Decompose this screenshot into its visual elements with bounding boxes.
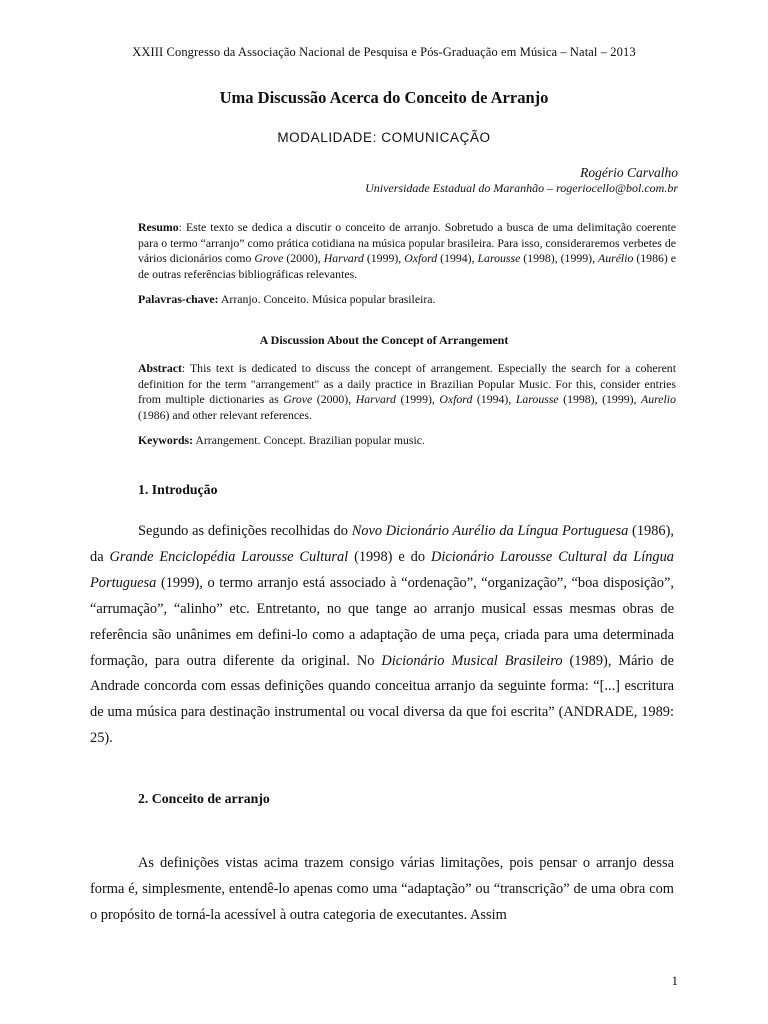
author-affiliation: Universidade Estadual do Maranhão – rogeriocello@bol.com.br (365, 181, 678, 195)
body-ref: Novo Dicionário Aurélio da Língua Portuguesa (351, 523, 629, 539)
body-text: (1986), da (90, 523, 675, 565)
conference-header: XXIII Congresso da Associação Nacional de Pesquisa e Pós-Graduação em Música – Natal – 2013 (132, 45, 636, 59)
abstract-text: : This text is dedicated to discuss the concept of arrangement. Especially the search for a coherent definition for the term "arrangement" as a daily practice in Brazilian Popular Music. For this, consider entries from multiple dictionaries as (138, 361, 676, 406)
body-text: (1999), o termo arranjo está associado à “ordenação”, “organização”, “boa disposição”, “arrumação”, “alinho” etc. Entretanto, no que tange ao arranjo musical essas mesmas obras de referência são unânimes em defini-lo como a adaptação de uma peça, criada para uma determinada formação, para outra diferente da original. No (90, 574, 674, 669)
resumo-text: (2000), (283, 251, 324, 265)
palavras-label: Palavras-chave: (138, 292, 219, 306)
english-title: A Discussion About the Concept of Arrangement (259, 333, 509, 347)
body-text: As definições vistas acima trazem consigo várias limitações, pois pensar o arranjo dessa forma é, simplesmente, entendê-lo apenas como uma “adaptação” ou “transcrição” de uma obra com o propósito de torná-la acessível à outra categoria de executantes. Assim (90, 855, 674, 923)
resumo-label: Resumo (138, 220, 179, 234)
abstract-ref: Grove (283, 392, 313, 406)
resumo-ref: Grove (254, 251, 284, 265)
conceito-paragraph (90, 851, 674, 929)
resumo-text: : Este texto se dedica a discutir o conceito de arranjo. Sobretudo a busca de uma delimitação coerente para o termo “arranjo” como prática cotidiana na música popular brasileira. Para isso, consideraremos verbetes de vários dicionários como (138, 220, 676, 265)
abstract-text: (1986) and other relevant references. (138, 407, 312, 422)
body-text: (1989), Mário de Andrade concorda com essas definições quando conceitua arranjo da seguinte forma: “[...] escritura de uma música para destinação instrumental ou vocal diversa da que foi escrita” (ANDRADE, 1989: 25). (90, 652, 674, 747)
keywords (138, 433, 676, 449)
resumo-text: (1986) e de outras referências bibliográficas relevantes. (138, 251, 676, 281)
resumo-text: (1998), (1999), (520, 251, 598, 265)
intro-paragraph (90, 519, 674, 752)
resumo-ref: Oxford (404, 251, 438, 265)
modality-label: MODALIDADE: COMUNICAÇÃO (277, 130, 491, 145)
body-text: (1998) e do (348, 548, 431, 565)
resumo-ref: Larousse (477, 251, 521, 265)
section-heading-introducao: 1. Introdução (138, 482, 218, 497)
section-heading-conceito: 2. Conceito de arranjo (138, 791, 270, 806)
abstract-label: Abstract (138, 361, 182, 375)
resumo-paragraph (138, 220, 676, 282)
resumo-ref: Aurélio (598, 251, 634, 265)
abstract-ref: Aurelio (641, 392, 676, 406)
body-ref: Dicionário Musical Brasileiro (381, 652, 563, 669)
paper-title: Uma Discussão Acerca do Conceito de Arranjo (219, 88, 549, 107)
abstract-text: (1998), (1999), (558, 392, 642, 406)
author-name: Rogério Carvalho (580, 165, 678, 180)
body-text: Segundo as definições recolhidas do (138, 523, 352, 539)
resumo-text: (1994), (437, 251, 478, 265)
abstract-text: (2000), (312, 392, 356, 406)
abstract-ref: Harvard (355, 392, 396, 406)
abstract-paragraph (138, 361, 676, 423)
keywords-label: Keywords: (138, 433, 194, 447)
keywords-text: Arrangement. Concept. Brazilian popular music. (193, 433, 425, 447)
resumo-ref: Harvard (323, 251, 364, 265)
abstract-text: (1994), (472, 392, 516, 406)
page-number: 1 (671, 973, 678, 988)
abstract-ref: Oxford (439, 392, 473, 406)
palavras-text: Arranjo. Conceito. Música popular brasileira. (218, 292, 436, 306)
abstract-ref: Larousse (515, 392, 559, 406)
body-ref: Dicionário Larousse Cultural da Língua Portuguesa (90, 548, 674, 591)
abstract-text: (1999), (395, 392, 440, 406)
resumo-text: (1999), (363, 251, 405, 265)
palavras-chave (138, 292, 676, 308)
body-ref: Grande Enciclopédia Larousse Cultural (109, 548, 349, 565)
